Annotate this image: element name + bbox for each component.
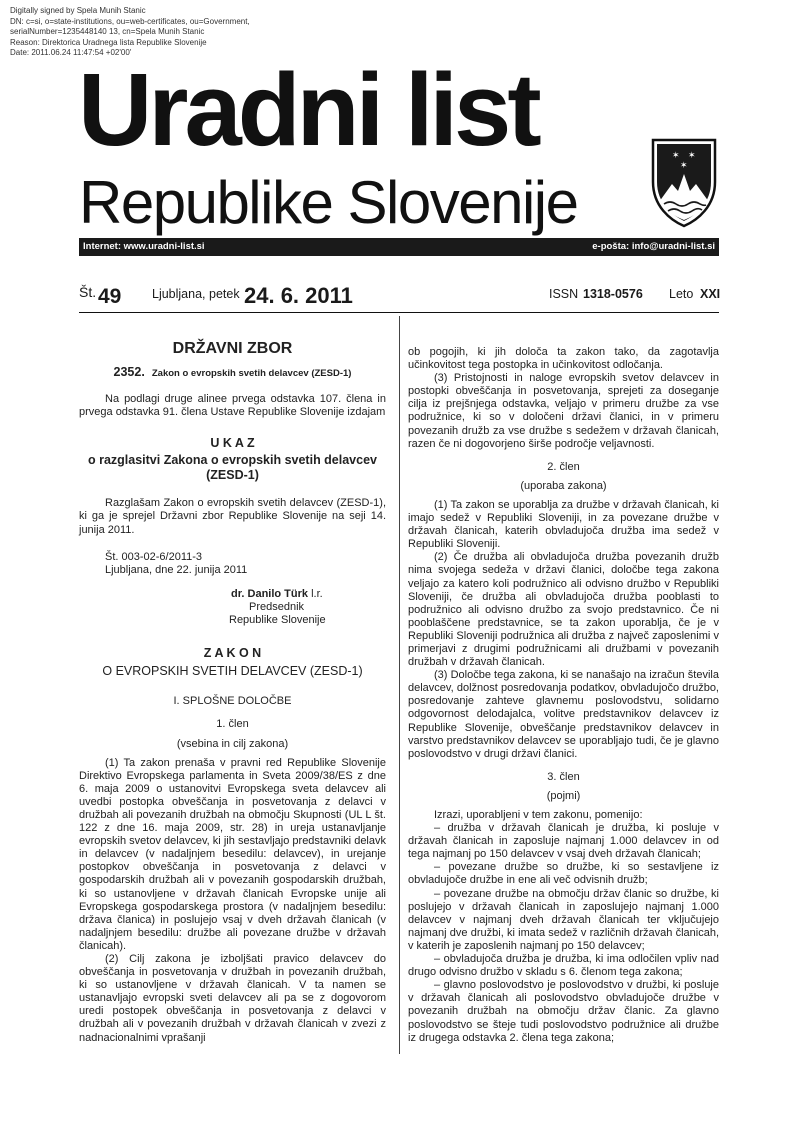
article-title: (vsebina in cilj zakona) [176,737,289,750]
signature-line: Date: 2011.06.24 11:47:54 +02'00' [10,48,132,57]
paragraph: Izrazi, uporabljeni v tem zakonu, pomenijo: [434,809,643,821]
paragraph: ob pogojih, ki jih določa ta zakon tako, da zagotavlja učinkovitost tega postopka in učinkovitost odločanja. [408,346,719,372]
signer-suffix: l.r. [308,587,323,600]
article-heading: 2. člen [547,460,580,473]
header-divider [79,312,719,313]
paragraph: (2) Če družba ali obvladujoča družba povezanih družb nima svojega sedeža v državi članici, določbe tega zakona veljajo za katero koli podružnico ali odvisno družbo v Republiki Sloveniji, če družba ali obvladujoča družba pooblasti to podružnico ali odvisno družbo za svojo predstavnico. Če ni pooblaščene predstavnice, se ta zakon uporablja, če je v Republiki Sloveniji podružnica ali družba z največ zaposlenimi v primerjavi z drugimi podružnicami ali družbami v povezanih družbah v državah članicah. [408,551,719,669]
paragraph: (3) Določbe tega zakona, ki se nanašajo na izračun števila delavcev, dolžnost posredovanja podatkov, obvladujočo družbo, posredovanje zahteve glavnemu poslovodstvu, solidarno odgovornost delodajalca, volitve predstavnikov delavcev iz Republike Slovenije, obveščanje predstavnikov delavcev in varstvo predstavnikov delavcev se uporabljajo tudi, če je glavno poslovodstvo v drugi državi članici. [408,669,719,760]
section-heading: DRŽAVNI ZBOR [172,340,293,357]
signature-line: DN: c=si, o=state-institutions, ou=web-certificates, ou=Government, [10,16,250,26]
digital-signature-block [10,6,300,59]
article-heading: 1. člen [216,718,249,731]
paragraph: (1) Ta zakon se uporablja za družbe v državah članicah, ki imajo sedež v Republiki Sloveniji, in za povezane družbe v državah članicah, katerih obvladujoča družba ima sedež v Republiki Sloveniji. [408,498,719,551]
issue-date: 24. 6. 2011 [244,283,353,308]
list-item: – obvladujoča družba je družba, ki ima odločilen vpliv nad drugo odvisno družbo v skladu s 6. členom tega zakona; [408,953,719,979]
coat-of-arms-icon [650,136,718,228]
act-heading [79,366,386,380]
reference-number: Št. 003-02-6/2011-3 [105,550,203,563]
signer-name: dr. Danilo Türk [231,587,309,600]
list-item: – družba v državah članicah je družba, ki posluje v državah članicah in zaposluje najmanj 1.000 delavcev in od tega najmanj po 150 delavcev v vsaj dveh državah članicah; [408,822,719,861]
signer [79,588,386,601]
reference-date: Ljubljana, dne 22. junija 2011 [105,563,248,576]
left-column [79,340,386,1045]
svg-text:✶: ✶ [680,161,688,171]
internet-link[interactable]: Internet: www.uradni-list.si [83,241,205,252]
article-heading: 3. člen [547,770,580,783]
list-item: – glavno poslovodstvo je poslovodstvo v družbi, ki posluje v državah članicah ali poslovodstvo obvladujoče družbe v povezanih družbah na območju držav članic. Za glavno poslovodstvo se šteje tudi poslovodstvo podružnice ali družbe iz drugega odstavka 2. člena tega zakona; [408,979,719,1044]
masthead-contact-bar [79,238,719,256]
ukaz-title: o razglasitvi Zakona o evropskih svetih delavcev (ZESD-1) [87,453,377,483]
issue-number: 49 [98,285,122,308]
act-title: Zakon o evropskih svetih delavcev (ZESD-1) [151,368,352,379]
zakon-heading: Z A K O N [203,646,262,661]
chapter-heading: I. SPLOŠNE DOLOČBE [173,695,292,708]
signature-line: serialNumber=1235448140 13, cn=Spela Munih Stanic [10,27,205,36]
signer-role: Predsednik [249,600,305,613]
list-item: – povezane družbe na območju držav članic so družbe, ki poslujejo v državah članicah in zaposlujejo najmanj 1.000 delavcev v najmanj dveh državah članicah ter vključujejo najmanj dve družbi, ki imata sedež v različnih državah članicah, v katerih je zaposlenih najmanj po 150 delavcev; [408,887,719,952]
masthead-title: Uradni list [78,52,538,167]
issue-number-label: Št. [79,284,97,300]
signature-line: Digitally signed by Spela Munih Stanic [10,6,146,15]
issn-label: ISSN [549,287,579,301]
email-link[interactable]: e-pošta: info@uradni-list.si [592,241,715,252]
signature-line: Reason: Direktorica Uradnega lista Republike Slovenije [10,37,207,47]
act-number: 2352. [113,365,145,379]
proclamation: Razglašam Zakon o evropskih svetih delavcev (ZESD-1), ki ga je sprejel Državni zbor Republike Slovenije na seji 14. junija 2011. [79,497,386,536]
volume-value: XXI [700,287,721,301]
issn-value: 1318-0576 [583,287,643,301]
ukaz-heading: U K A Z [210,436,255,451]
right-column [408,346,719,1045]
paragraph: (3) Pristojnosti in naloge evropskih svetov delavcev in postopki obveščanja in posvetovanja, sprejeti za doseganje cilja iz prejšnjega odstavka, veljajo v primeru družbe za vse podružnice, ki so v določeni državi članici, in v primeru povezanih družb za vse družbe s sedežem v državah članicah, razen če ni dogovorjeno širše področje veljavnosti. [408,372,719,450]
article-title: (uporaba zakona) [520,479,607,492]
article-title: (pojmi) [546,789,581,802]
list-item: – povezane družbe so družbe, ki so sestavljene iz obvladujoče družbe in ene ali več odvisnih družb; [408,861,719,887]
volume-label: Leto [669,287,694,301]
paragraph: (1) Ta zakon prenaša v pravni red Republike Slovenije Direktivo Evropskega parlamenta in Sveta 2009/38/ES z dne 6. maja 2009 o ustanovitvi Evropskega sveta delavcev ali uvedbi postopka obveščanja in posvetovanja z delavci v družbah ali povezanih družbah na območju Skupnosti (UL L št. 122 z dne 16. maja 2009, str. 28) in ureja ustanavljanje evropskih svetov delavcev, ki jih sestavljajo predstavniki delavk in delavcev (v nadaljnjem besedilu: delavcev), in urejanje postopkov obveščanja in posvetovanja z delavci v gospodarskih družbah ali v povezanih gospodarskih družbah, ki so ustanovljene v državah članicah Evropske unije ali Evropskega gospodarskega prostora (v nadaljnjem besedilu: država članica) in poslujejo vsaj v dveh državah članicah (v nadaljnjem besedilu: družbe ali povezane družbe v državah članicah). [79,756,386,952]
svg-text:✶: ✶ [688,151,696,161]
issue-info-row [79,282,719,312]
column-divider [399,316,400,1054]
signer-role: Republike Slovenije [229,614,326,627]
svg-text:✶: ✶ [672,151,680,161]
masthead-subtitle: Republike Slovenije [79,169,578,236]
issue-place: Ljubljana, petek [152,287,240,301]
preamble: Na podlagi druge alinee prvega odstavka 107. člena in prvega odstavka 91. člena Ustave Republike Slovenije izdajam [79,393,386,419]
paragraph: (2) Cilj zakona je izboljšati pravico delavcev do obveščanja in posvetovanja v družbah in povezanih družbah, ki so ustanovljene v državah članicah. V ta namen se ustanavljajo evropski sveti delavcev ali pa se z dogovorom uredi postopek obveščanja in posvetovanja z delavci v družbah ali v povezanih družbah v državah članicah v zvezi z nadnacionalnimi vprašanji [79,953,386,1044]
zakon-title: O EVROPSKIH SVETIH DELAVCEV (ZESD-1) [102,664,363,679]
